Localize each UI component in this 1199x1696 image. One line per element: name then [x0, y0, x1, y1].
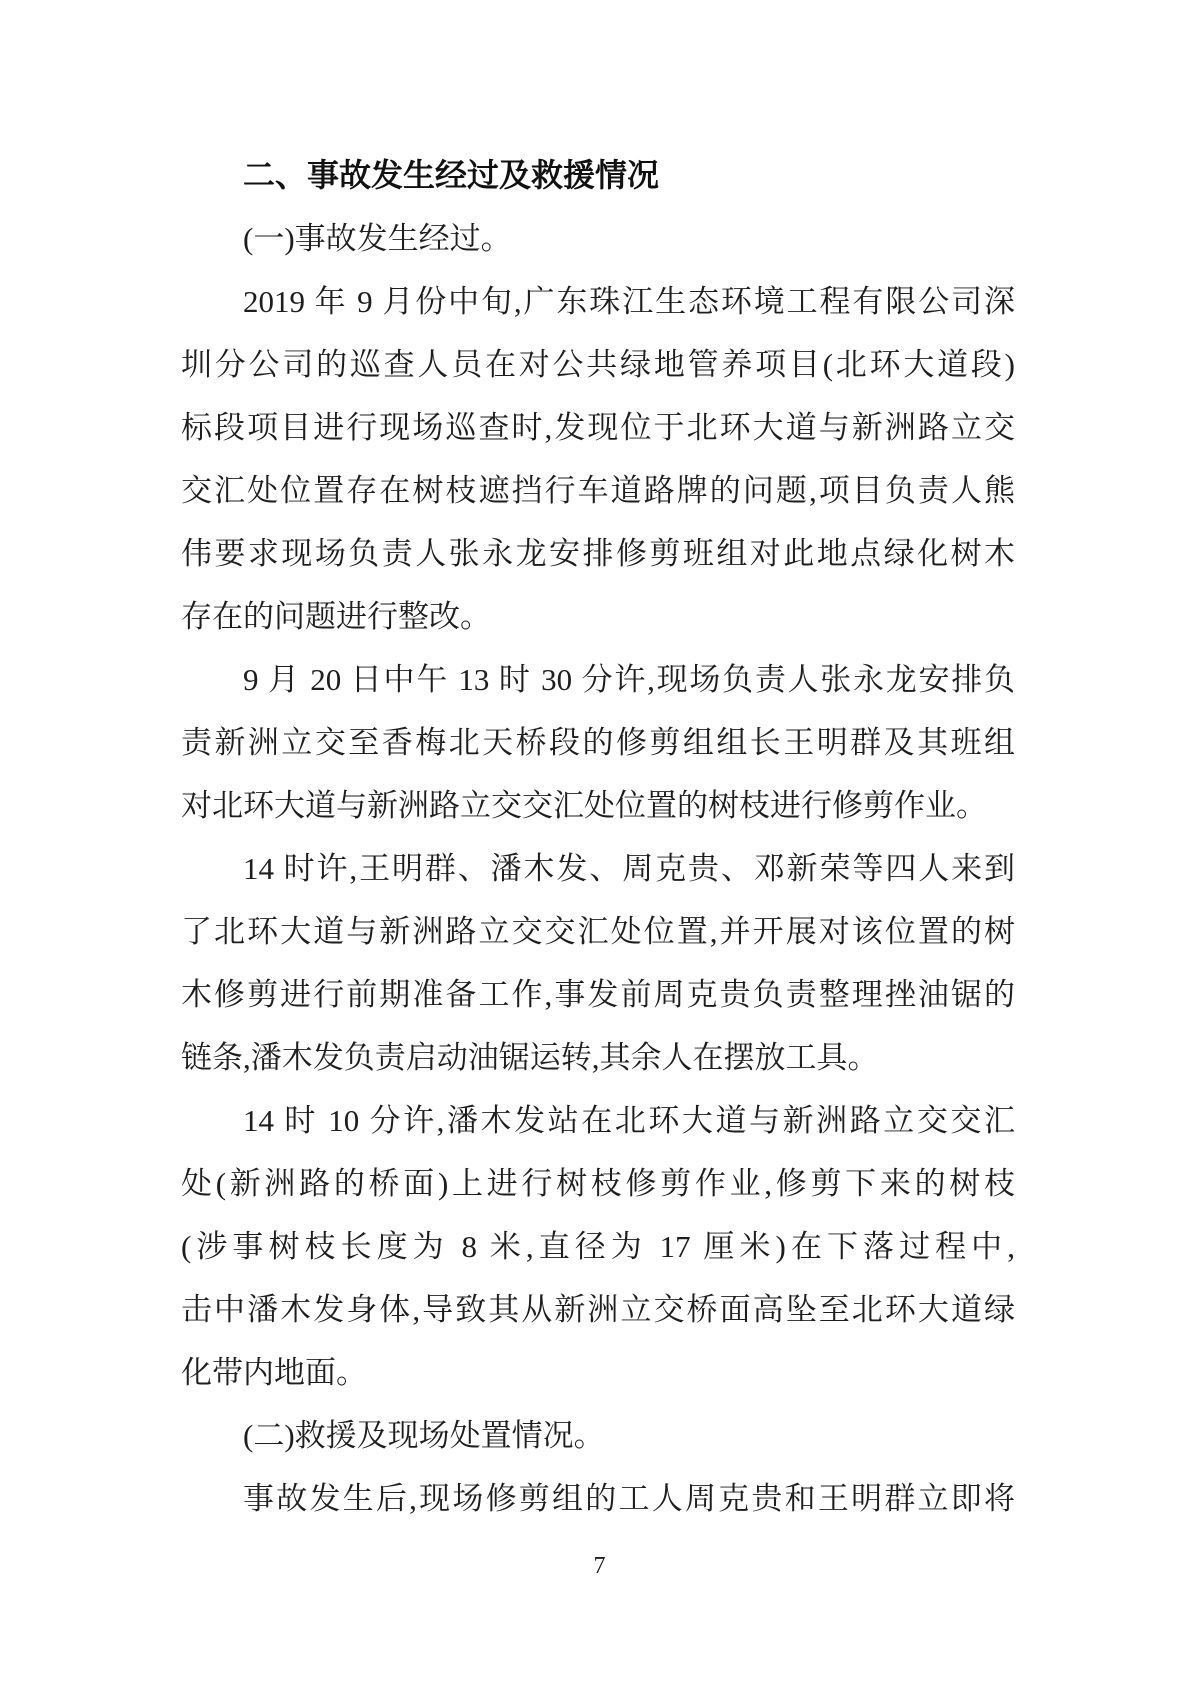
paragraph-1-line: 标段项目进行现场巡查时,发现位于北环大道与新洲路立交	[181, 410, 1015, 445]
subsection-2-heading: (二)救援及现场处置情况。	[243, 1418, 605, 1453]
paragraph-4-line: (涉事树枝长度为 8 米,直径为 17 厘米)在下落过程中,	[181, 1229, 1015, 1264]
paragraph-1-line: 伟要求现场负责人张永龙安排修剪班组对此地点绿化树木	[181, 536, 1015, 571]
paragraph-3-line: 了北环大道与新洲路立交交汇处位置,并开展对该位置的树	[181, 914, 1015, 949]
paragraph-2-line: 责新洲立交至香梅北天桥段的修剪组组长王明群及其班组	[181, 725, 1015, 760]
paragraph-2-line: 9 月 20 日中午 13 时 30 分许,现场负责人张永龙安排负	[243, 662, 1015, 697]
paragraph-3-line: 链条,潘木发负责启动油锯运转,其余人在摆放工具。	[181, 1040, 879, 1075]
paragraph-1-line: 存在的问题进行整改。	[181, 599, 491, 634]
paragraph-1-line: 交汇处位置存在树枝遮挡行车道路牌的问题,项目负责人熊	[181, 473, 1015, 508]
subsection-1-heading: (一)事故发生经过。	[243, 221, 512, 256]
page-number: 7	[593, 1553, 606, 1579]
paragraph-3-line: 木修剪进行前期准备工作,事发前周克贵负责整理挫油锯的	[181, 977, 1015, 1012]
paragraph-4-line: 化带内地面。	[181, 1355, 367, 1390]
paragraph-1-line: 2019 年 9 月份中旬,广东珠江生态环境工程有限公司深	[243, 284, 1015, 319]
paragraph-5-line: 事故发生后,现场修剪组的工人周克贵和王明群立即将	[243, 1481, 1015, 1516]
paragraph-1-line: 圳分公司的巡查人员在对公共绿地管养项目(北环大道段)	[181, 347, 1015, 382]
paragraph-4-line: 击中潘木发身体,导致其从新洲立交桥面高坠至北环大道绿	[181, 1292, 1015, 1327]
paragraph-4-line: 14 时 10 分许,潘木发站在北环大道与新洲路立交交汇	[243, 1103, 1015, 1138]
paragraph-4-line: 处(新洲路的桥面)上进行树枝修剪作业,修剪下来的树枝	[181, 1166, 1015, 1201]
document-body	[181, 144, 1015, 1530]
paragraph-2-line: 对北环大道与新洲路立交交汇处位置的树枝进行修剪作业。	[181, 788, 987, 823]
section-heading: 二、事故发生经过及救援情况	[243, 157, 660, 193]
paragraph-3-line: 14 时许,王明群、潘木发、周克贵、邓新荣等四人来到	[243, 851, 1015, 886]
